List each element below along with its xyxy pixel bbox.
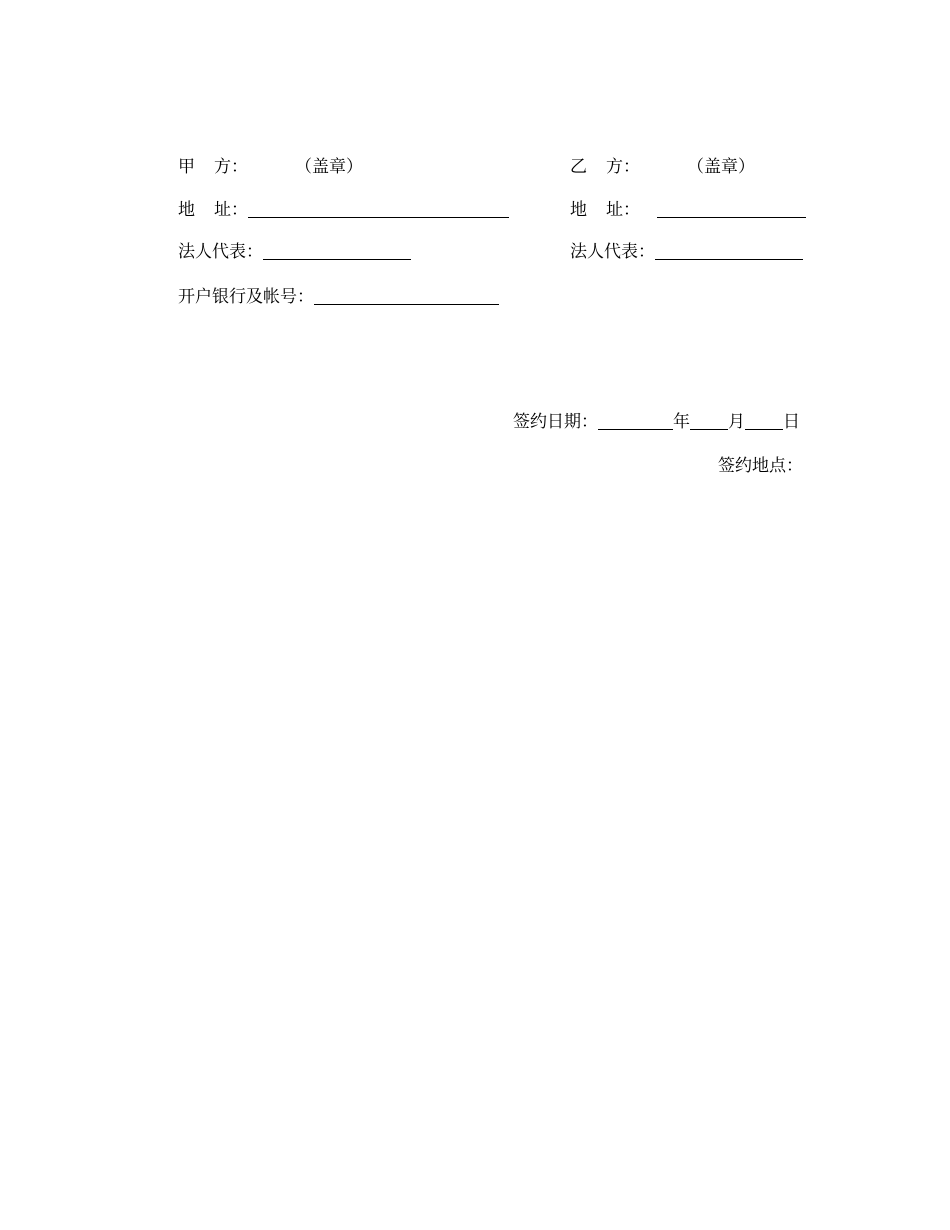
party-a-label-2: 方： bbox=[214, 157, 248, 177]
signing-day-field[interactable] bbox=[745, 411, 783, 430]
party-a-bank-row bbox=[178, 284, 499, 308]
signing-month-field[interactable] bbox=[690, 411, 728, 430]
party-b-address-row bbox=[570, 197, 806, 221]
party-b-label-1: 乙 bbox=[570, 157, 587, 177]
party-a-legal-rep-field[interactable] bbox=[263, 241, 411, 260]
party-b-label-2: 方： bbox=[606, 157, 640, 177]
party-b-address-label-1: 地 bbox=[570, 200, 587, 220]
party-b-legal-rep-row bbox=[570, 239, 803, 263]
signing-place-row bbox=[718, 453, 803, 477]
party-a-address-label-1: 地 bbox=[178, 200, 195, 220]
party-a-seal: （盖章） bbox=[295, 157, 363, 177]
signing-year-label: 年 bbox=[673, 412, 690, 432]
party-b-address-field[interactable] bbox=[657, 199, 806, 218]
signing-date-row bbox=[513, 409, 800, 433]
party-a-legal-rep-label: 法人代表： bbox=[178, 242, 263, 262]
party-a-address-row bbox=[178, 197, 509, 221]
party-a-bank-label: 开户银行及帐号： bbox=[178, 287, 314, 307]
party-a-legal-rep-row bbox=[178, 239, 411, 263]
party-b-seal: （盖章） bbox=[687, 157, 755, 177]
signing-month-label: 月 bbox=[728, 412, 745, 432]
party-b-legal-rep-label: 法人代表： bbox=[570, 242, 655, 262]
signing-year-field[interactable] bbox=[598, 411, 673, 430]
party-b-name-row bbox=[570, 154, 755, 178]
party-a-label-1: 甲 bbox=[178, 157, 195, 177]
signing-day-label: 日 bbox=[783, 412, 800, 432]
party-b-address-label-2: 址： bbox=[606, 200, 640, 220]
signing-date-label: 签约日期： bbox=[513, 412, 598, 432]
party-a-bank-field[interactable] bbox=[314, 286, 499, 305]
party-b-legal-rep-field[interactable] bbox=[655, 241, 803, 260]
party-a-address-field[interactable] bbox=[248, 199, 509, 218]
party-a-address-label-2: 址： bbox=[214, 200, 248, 220]
party-a-name-row bbox=[178, 154, 363, 178]
signing-place-label: 签约地点： bbox=[718, 456, 803, 476]
